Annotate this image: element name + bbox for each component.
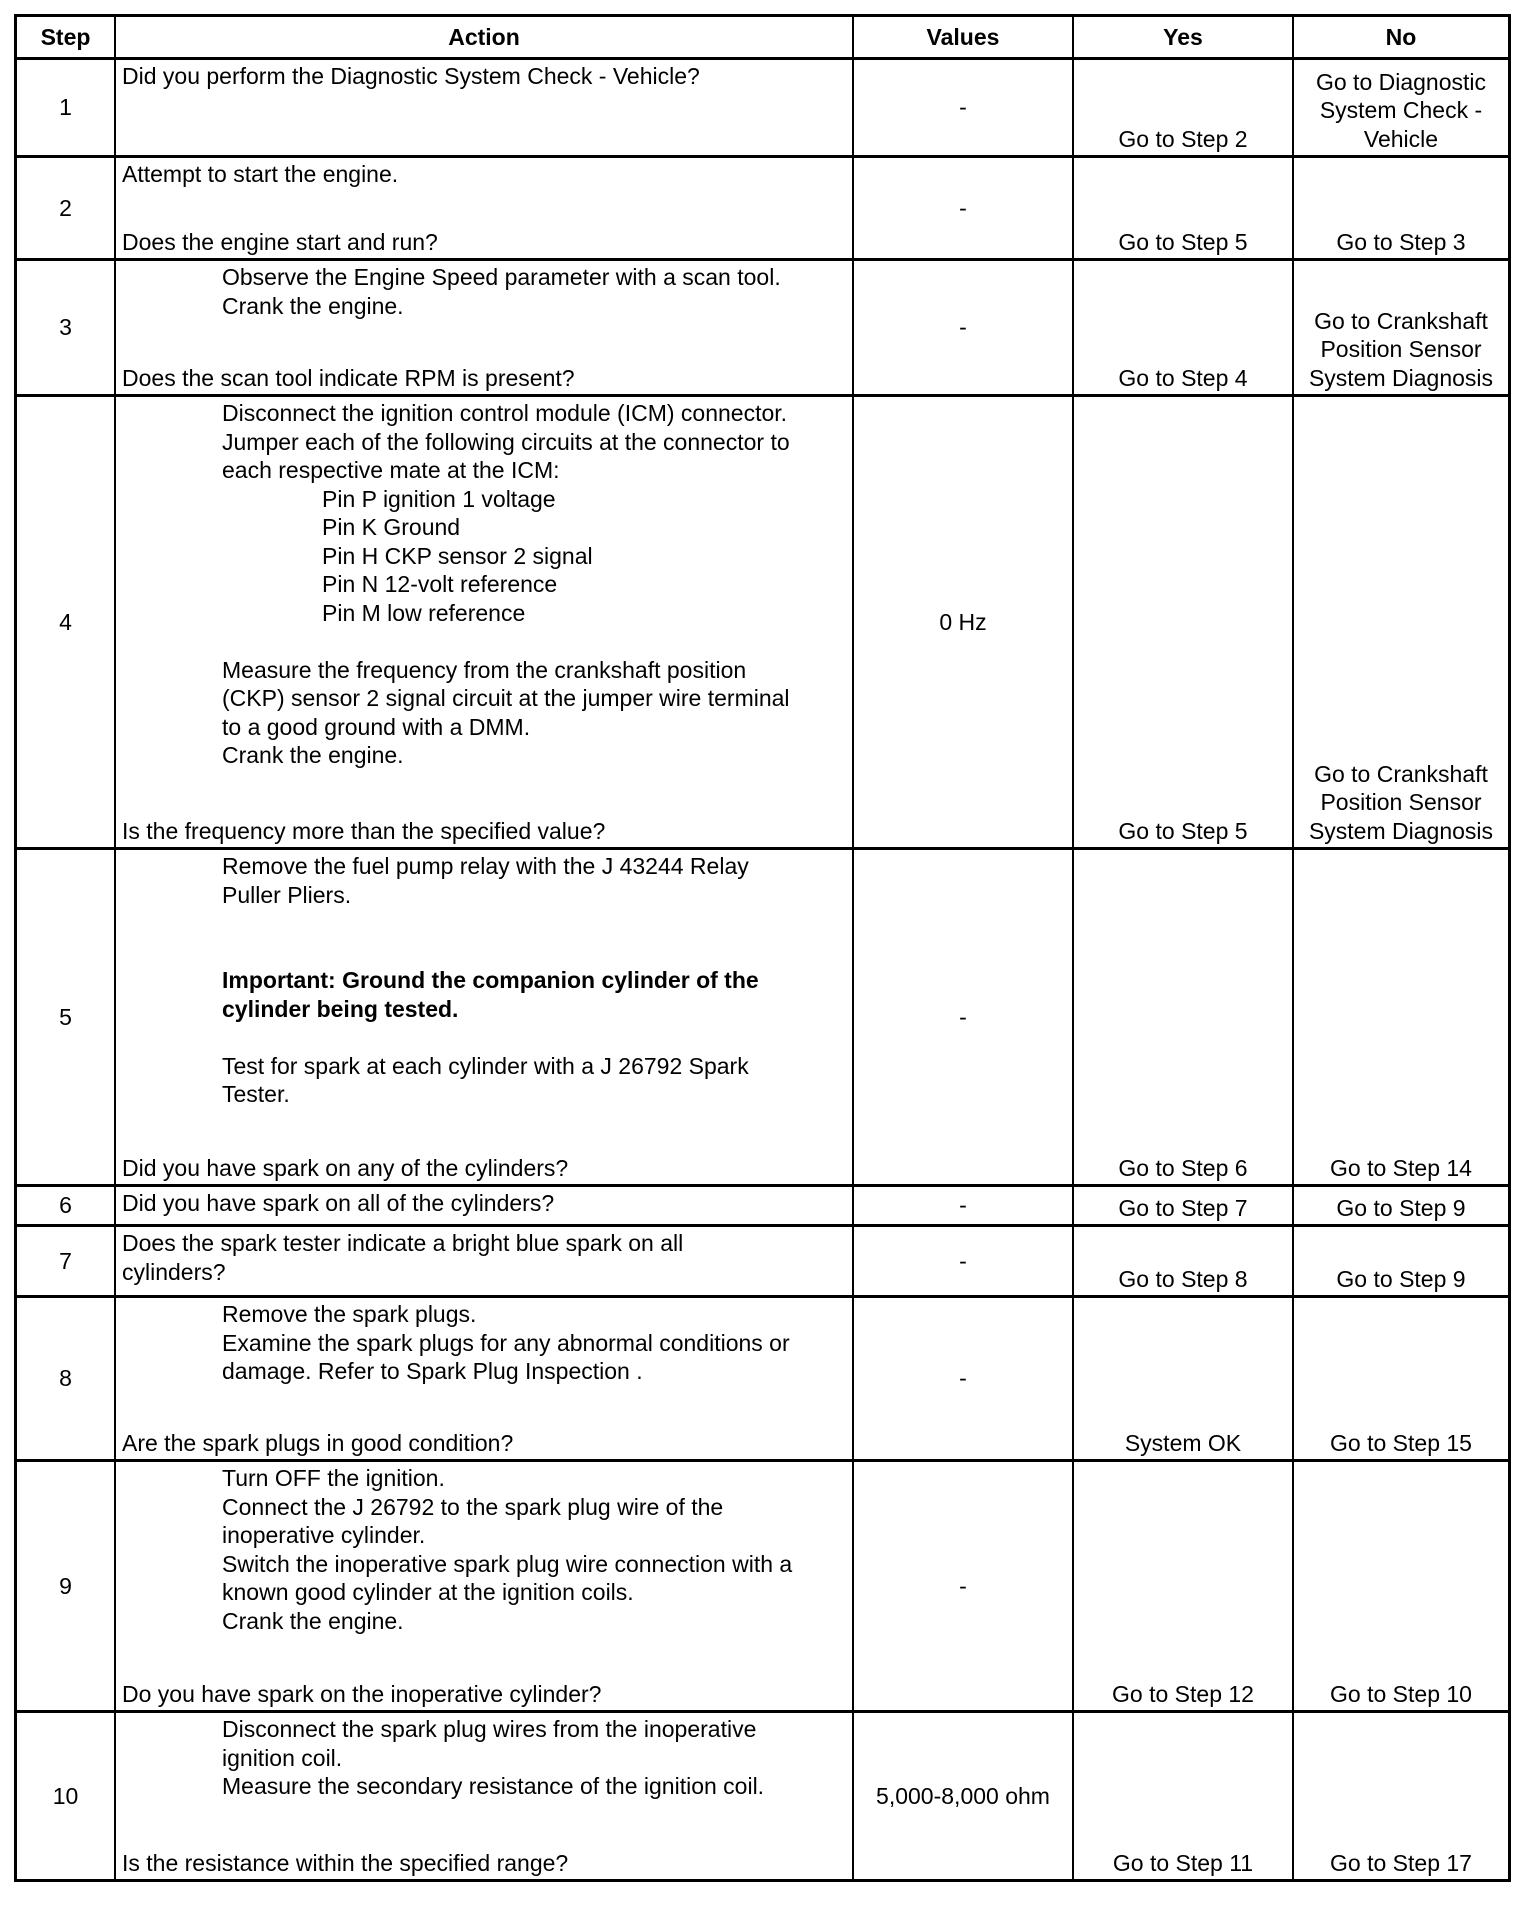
action-instructions: [122, 1715, 846, 1801]
action-instructions: [122, 160, 846, 189]
action-line: Does the spark tester indicate a bright blue spark on all: [122, 1230, 684, 1256]
value-cell: -: [854, 1187, 1074, 1224]
header-step: Step: [17, 17, 116, 57]
action-question: Is the frequency more than the specified value?: [122, 817, 606, 844]
action-line: Did you have spark on all of the cylinders?: [122, 1190, 555, 1216]
action-line: Jumper each of the following circuits at the connector to: [222, 428, 790, 455]
action-line: Tester.: [222, 1081, 290, 1107]
value-cell: -: [854, 850, 1074, 1184]
value-cell: -: [854, 261, 1074, 394]
action-cell: [116, 1298, 854, 1459]
header-action: Action: [116, 17, 854, 57]
table-row: [17, 1298, 1508, 1462]
table-header: [17, 17, 1508, 60]
yes-result: Go to Step 2: [1074, 60, 1294, 155]
action-line: Pin N 12-volt reference: [322, 571, 558, 597]
table-row: [17, 1187, 1508, 1227]
yes-result: Go to Step 8: [1074, 1227, 1294, 1295]
action-line: Pin K Ground: [322, 514, 461, 540]
action-line: damage. Refer to Spark Plug Inspection .: [222, 1358, 643, 1384]
no-result: Go to Crankshaft Position Sensor System Diagnosis: [1308, 307, 1494, 391]
action-line: [122, 909, 846, 938]
action-line: [122, 627, 846, 656]
value-cell: 0 Hz: [854, 397, 1074, 847]
action-cell: [116, 1187, 854, 1224]
action-line: Connect the J 26792 to the spark plug wire of the: [222, 1493, 724, 1520]
action-instructions: [122, 852, 846, 1109]
table-row: [17, 397, 1508, 850]
diagnostic-table: [14, 14, 1511, 1882]
action-line: Attempt to start the engine.: [122, 161, 399, 187]
action-line: Measure the frequency from the crankshaft position: [222, 656, 747, 683]
no-result: Go to Step 9: [1336, 1265, 1466, 1292]
action-cell: [116, 397, 854, 847]
action-instructions: [122, 62, 846, 91]
action-line: Measure the secondary resistance of the ignition coil.: [222, 1773, 765, 1799]
step-number: 1: [17, 60, 116, 155]
action-line: [122, 938, 846, 967]
important-note: cylinder being tested.: [222, 995, 459, 1022]
action-cell: [116, 850, 854, 1184]
yes-result: System OK: [1074, 1298, 1294, 1459]
action-question: Is the resistance within the specified range?: [122, 1849, 569, 1876]
action-line: Switch the inoperative spark plug wire connection with a: [222, 1550, 793, 1577]
table-row: [17, 60, 1508, 158]
action-cell: [116, 1227, 854, 1295]
action-question: Does the engine start and run?: [122, 228, 438, 255]
action-line: to a good ground with a DMM.: [222, 713, 531, 740]
action-question: Does the scan tool indicate RPM is present?: [122, 364, 575, 391]
yes-result: Go to Step 11: [1074, 1713, 1294, 1879]
action-line: Test for spark at each cylinder with a J 26792 Spark: [222, 1052, 749, 1079]
step-number: 3: [17, 261, 116, 394]
action-line: Crank the engine.: [222, 742, 404, 768]
yes-result: Go to Step 6: [1074, 850, 1294, 1184]
value-cell: -: [854, 60, 1074, 155]
table-row: [17, 261, 1508, 397]
step-number: 7: [17, 1227, 116, 1295]
action-question: Do you have spark on the inoperative cylinder?: [122, 1680, 602, 1707]
step-number: 6: [17, 1187, 116, 1224]
header-no: No: [1385, 23, 1417, 50]
table-row: [17, 850, 1508, 1187]
yes-result: Go to Step 7: [1074, 1187, 1294, 1224]
no-result: Go to Step 10: [1330, 1680, 1472, 1707]
action-cell: [116, 1462, 854, 1710]
action-question: Did you have spark on any of the cylinders?: [122, 1154, 569, 1181]
action-line: Observe the Engine Speed parameter with a scan tool.: [222, 264, 781, 290]
action-instructions: [122, 1189, 846, 1218]
action-line: ignition coil.: [222, 1744, 343, 1771]
important-note: Important: Ground the companion cylinder of the: [222, 967, 759, 993]
action-line: Did you perform the Diagnostic System Check - Vehicle?: [122, 63, 700, 89]
action-line: Crank the engine.: [222, 1607, 404, 1634]
value-cell: -: [854, 1227, 1074, 1295]
value-cell: -: [854, 1298, 1074, 1459]
step-number: 4: [17, 397, 116, 847]
action-cell: [116, 1713, 854, 1879]
no-result: Go to Step 3: [1336, 228, 1466, 255]
step-number: 2: [17, 158, 116, 258]
yes-result: Go to Step 5: [1074, 397, 1294, 847]
action-line: Remove the fuel pump relay with the J 43244 Relay: [222, 853, 749, 879]
no-result: Go to Step 17: [1330, 1849, 1472, 1876]
no-result: Go to Step 14: [1330, 1154, 1472, 1181]
action-line: (CKP) sensor 2 signal circuit at the jumper wire terminal: [222, 685, 790, 711]
table-row: [17, 1227, 1508, 1298]
step-number: 8: [17, 1298, 116, 1459]
yes-result: Go to Step 4: [1074, 261, 1294, 394]
value-cell: -: [854, 1462, 1074, 1710]
action-line: [122, 1023, 846, 1052]
action-cell: [116, 261, 854, 394]
table-row: [17, 1713, 1508, 1879]
step-number: 5: [17, 850, 116, 1184]
action-instructions: [122, 263, 846, 320]
action-cell: [116, 158, 854, 258]
yes-result: Go to Step 5: [1074, 158, 1294, 258]
action-line: Pin H CKP sensor 2 signal: [322, 542, 593, 569]
action-line: Turn OFF the ignition.: [222, 1465, 445, 1491]
no-result: Go to Diagnostic System Check - Vehicle: [1315, 68, 1487, 152]
header-values: Values: [854, 17, 1074, 57]
action-line: inoperative cylinder.: [222, 1522, 426, 1548]
step-number: 10: [17, 1713, 116, 1879]
yes-result: Go to Step 12: [1074, 1462, 1294, 1710]
table-row: [17, 158, 1508, 261]
action-instructions: [122, 1229, 846, 1286]
action-line: Pin M low reference: [322, 599, 526, 626]
action-instructions: [122, 1300, 846, 1386]
action-line: Remove the spark plugs.: [222, 1301, 477, 1327]
header-yes: Yes: [1074, 17, 1294, 57]
action-line: cylinders?: [122, 1258, 226, 1285]
action-line: Crank the engine.: [222, 292, 404, 319]
action-line: Pin P ignition 1 voltage: [322, 485, 556, 512]
action-question: Are the spark plugs in good condition?: [122, 1429, 514, 1456]
action-line: Examine the spark plugs for any abnormal conditions or: [222, 1329, 790, 1356]
action-line: Disconnect the ignition control module (ICM) connector.: [222, 400, 788, 426]
no-result: Go to Step 15: [1330, 1429, 1472, 1456]
no-result: Go to Crankshaft Position Sensor System Diagnosis: [1308, 760, 1494, 844]
action-line: each respective mate at the ICM:: [222, 457, 560, 483]
step-number: 9: [17, 1462, 116, 1710]
action-line: Puller Pliers.: [222, 881, 352, 908]
value-cell: -: [854, 158, 1074, 258]
action-line: Disconnect the spark plug wires from the inoperative: [222, 1716, 757, 1742]
value-cell: 5,000-8,000 ohm: [854, 1713, 1074, 1879]
action-instructions: [122, 1464, 846, 1635]
action-cell: [116, 60, 854, 155]
table-row: [17, 1462, 1508, 1713]
action-instructions: [122, 399, 846, 770]
action-line: known good cylinder at the ignition coils.: [222, 1579, 634, 1605]
no-result: Go to Step 9: [1336, 1194, 1466, 1221]
